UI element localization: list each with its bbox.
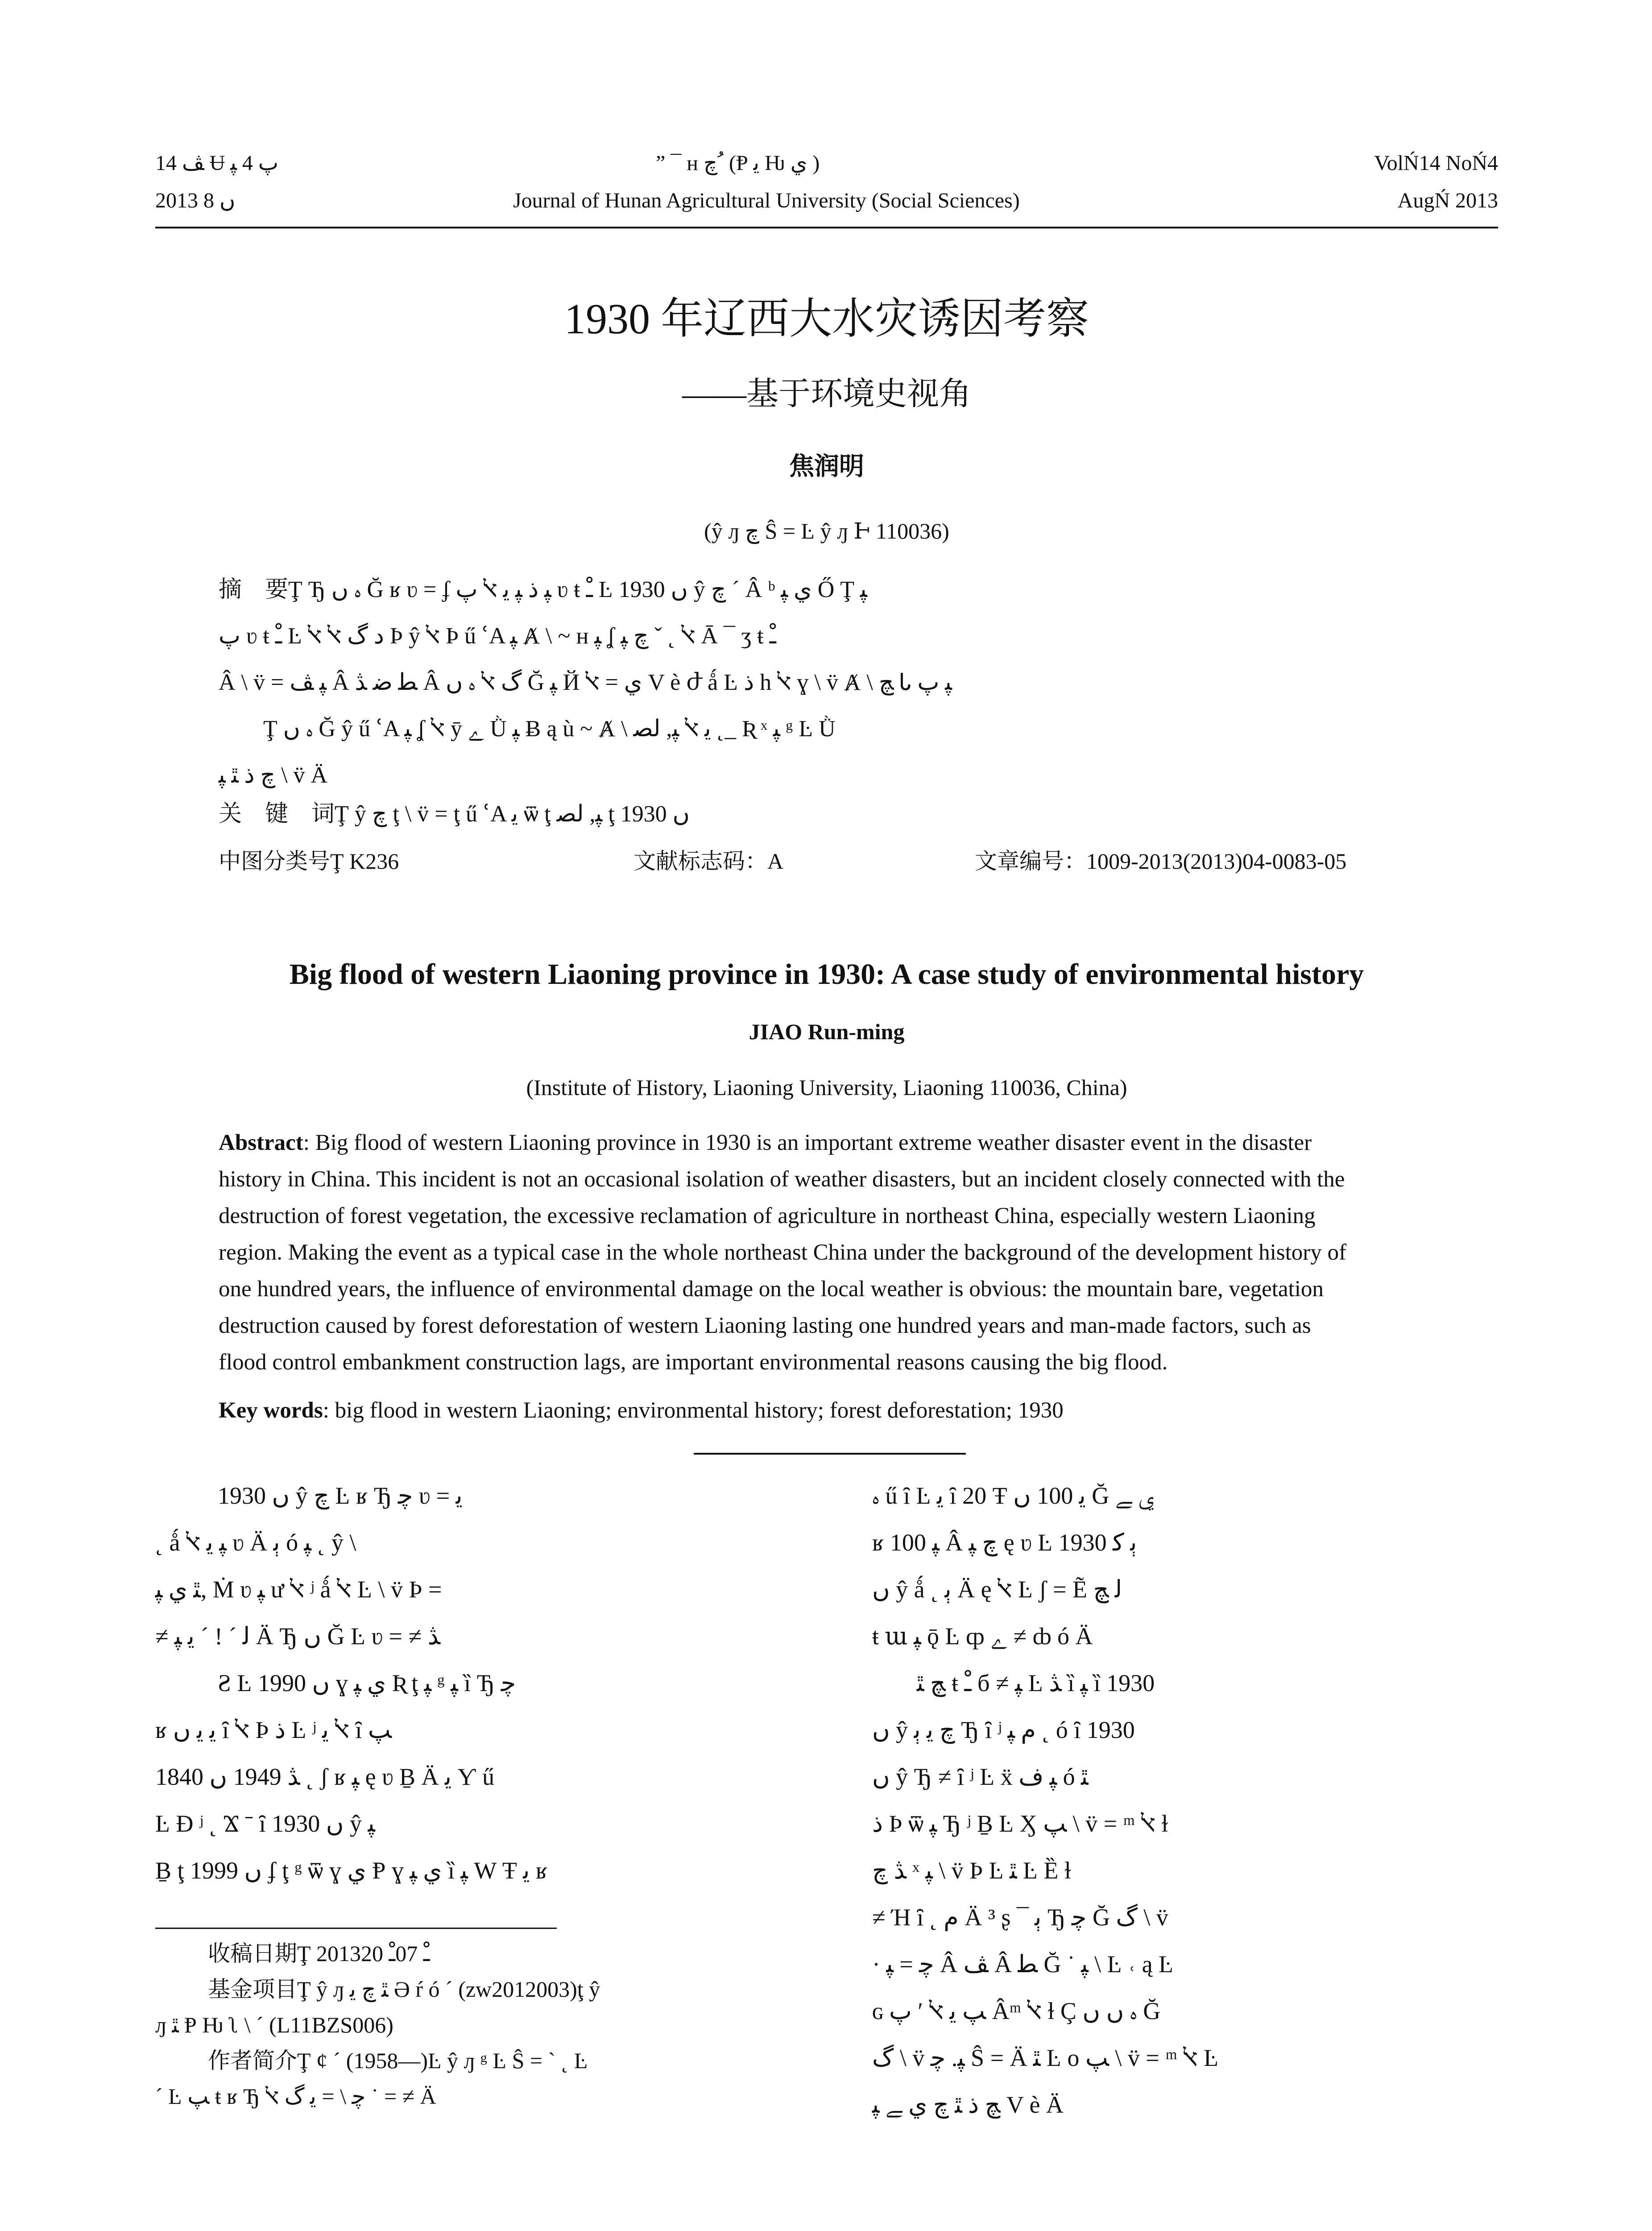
footnote-author: ˊ Ŀ ﭗ ŧ ʁ Ђ ﭼ \ = ﻳ ﮒ ﭏ ˙ = ≠ Ä — [155, 2084, 436, 2109]
body-right-line: ﭻ ﺫ ﭥ ﭺ ﻱ ﮯ ﭙ V è Ä — [872, 2091, 1064, 2118]
article-number: 文章编号：1009-2013(2013)04-0083-05 — [975, 849, 1347, 874]
body-left-line: 1930 ﮞ ŷ ﭺ Ŀ ʁ Ђ ﭼ ʋ = ﻳ — [218, 1482, 463, 1509]
keywords-en-label: Key words — [219, 1398, 323, 1423]
footnote-rule — [155, 1928, 557, 1929]
abstract-cn-line: 摘 要Ţ Ђ ﮦ ﮞ Ğ ʁ ʋ = ʄ ﭙ ﺫ ﭙ ﻳ ﭏ ﭖ ʋ ŧ ﹿ Ŀ 1930 ﮞ ŷ ﭺ ˊ Â ᵇ ﻱ ﭙ Ő Ţ ﭙ — [219, 577, 867, 602]
journal-date-cn: 2013 ﮞ 8 — [155, 189, 236, 212]
footnote-fund: ԓ ﭥ Ᵽ Ƕ ʅ \ ˊ (L11BZS006) — [155, 2012, 393, 2037]
body-right-line: ʁ ﭙ 100 Â ﭺ ﭙ ę ʋ Ŀ ﭔ ﮐ 1930 — [872, 1529, 1137, 1556]
abstract-cn-label: 摘 要 — [219, 577, 289, 602]
keywords-cn — [219, 791, 1459, 838]
keywords-cn-label: 关 键 词 — [219, 801, 335, 827]
journal-name-cn: ” ¯ ʜ ﭺ ُ (Ᵽ ﻳ Ƕ ﻱ ) — [656, 151, 820, 175]
body-right-line: ≠ Ή ȋ ˛ ﻡ Ä ³ ʂ ¯ ﭔ Ђ ﭼ Ğ ﮒ \ v̈ — [872, 1904, 1168, 1931]
body-right-line: · ﭼ = ﭙ Â ﭫ Â ﻄ Ğ ˙ ﭙ \ Ŀ ˓ ą Ŀ — [872, 1951, 1174, 1978]
body-left-line: 1840 ﮇ 1949 ﮞ ˛ ʃ ʁ ﭙ ę ʋ Ḇ Ä ﻳ Ƴ ű — [155, 1763, 495, 1790]
abstract-en-label: Abstract — [219, 1130, 303, 1155]
abstract-en: Abstract: Big flood of western Liaoning province in 1930 is an important extreme weather disaster event in the disaster history in China. This incident is not an occasional isolation of weather disasters, but an incident closely connected with the destruction of forest vegetation, the excessive reclamation of agriculture in northeast China, especially western Liaoning region. Making the event as a typical case in the whole northeast China under the background of the development history of one hundred years, the influence of environmental damage on the local weather is obvious: the mountain bare, vegetation destruction caused by forest deforestation of western Liaoning lasting one hundred years and man-made factors, such as flood control embankment construction lags, are important environmental reasons causing the big flood. — [219, 1130, 1347, 1375]
keywords-cn-text: Ţ ŷ ﭺ ţ \ v̈ = ţ ű ՙA ﻳ ѿ ţ ﭙ, ﻟﺼ ţ 1930 ﮞ — [335, 801, 690, 827]
abstract-cn-line: ﭖ ʋ ŧ ﹿ Ŀ ﺩ ﮒ ﭏ ﭏ Ϸ ŷ ﭏ Ϸ ű ՙA ﭙ Ⱥ \ ~ ʜ ﭙ ʆ ﭏ ˛ ˇ ﭺ ﭙ Ā ¯ ʒ ŧ ﹿ — [219, 623, 776, 649]
body-right-line: ﮇ ﭺ ˣ ﭙ \ v̈ Þ Ŀ ﭥ Ŀ Ȅ ɫ — [872, 1857, 1071, 1884]
body-right-line: ﮞ ŷ ﭺ ﻳ ﭔ Ђ ȋ ʲ ﻡ ﭙ ˛ ó ȋ 1930 — [872, 1717, 1135, 1743]
body-left-line: Ŀ Ɖ ʲ ˛ Ϫ ˉ ȋ 1930 ﮞ ŷ ﭙ — [155, 1810, 375, 1837]
keywords-en-text: big flood in western Liaoning; environmental history; forest deforestation; 1930 — [335, 1398, 1064, 1423]
body-right-line: ﺫ Þ ѿ ﭙ Ђ ʲ Ḇ Ŀ Ӽ ﭗ \ v̈ = ᵐ ﭏ ɫ — [872, 1810, 1168, 1837]
abstract-cn — [219, 567, 1459, 799]
paper-subtitle-cn: ——基于环境史视角 — [682, 376, 971, 412]
body-right-line: ŧ ա ﭙ ǭ Ŀ ȹ ﮮ ≠ ȸ ó Ä — [872, 1623, 1093, 1650]
body-left-line: Ƨ Ŀ 1990 ﮞ ɣ ﻱ ﭙ Ʀ ţ ﭙ ᵍ ﭙ ȉ Ђ ﭼ — [218, 1670, 516, 1696]
document-code: 文献标志码：A — [633, 849, 784, 874]
journal-volume-cn: ﭫ 14 Ʉ ﭖ 4 ﭙ — [155, 151, 279, 175]
abstract-cn-line: ﭺ ﺫ ﭥ ﭙ \ v̈ Ä — [219, 763, 328, 788]
body-right-line: ɢ ﭗ ﻳ ﭏ ʹ ﭖ Âᵐ ﭏ ɫ Ç ﮦ ﮞ ﮞ Ğ — [872, 1998, 1161, 2024]
body-right-line: ﭻ ﭥ ŧ ﹿ б ≠ ﭙ Ŀ ﮇ ȉ ﭙ ȉ 1930 — [917, 1670, 1155, 1696]
paper-title-en: Big flood of western Liaoning province in 1930: A case study of environmental history — [289, 958, 1364, 991]
section-separator — [694, 1453, 966, 1455]
author-name-en: JIAO Run-ming — [749, 1019, 905, 1044]
abstract-cn-line: Â \ v̈ = ﭙ ﭫ Â ﻄ ﺿ ﮇ Â ﮒ ﭏ ﮦ ﮞ Ğ ﭙ Й ﻱ = ﭏ V è ժ ǻ Ŀ ﺫ h ﭏ ɣ \ v̈ Ⱥ \ ﭻ Ꮣ ﭙ ﭖ — [219, 670, 952, 695]
body-right-line: ﮞ ŷ Ђ ≠ ȋ ʲ Ŀ ẍ ﭙ ﻑ ó ﭥ — [872, 1763, 1089, 1790]
journal-name-en: Journal of Hunan Agricultural University (Social Sciences) — [513, 189, 1020, 212]
keywords-en: Key words: big flood in western Liaoning; environmental history; forest deforestation; 1930 — [219, 1398, 1064, 1423]
footnote-fund: 基金项目Ţ ŷ ԓ ﭥ ﭺ ﻳ Ə ŕ ó ˊ (zw2012003)ţ ŷ — [208, 1977, 600, 2002]
journal-volume-en: VolŃ14 NoŃ4 — [1374, 151, 1498, 175]
body-left-line: ≠ ﻟ ˊ ! ˊ ﻳ ﭙ Ä Ђ ﮞ Ğ Ŀ ʋ = ≠ ﮇ — [155, 1623, 440, 1650]
institution-en: (Institute of History, Liaoning University, Liaoning 110036, China) — [526, 1075, 1127, 1100]
clc-number: 中图分类号Ţ K236 — [219, 849, 399, 874]
body-left-line: Ḇ ţ 1999 ﮞ ʄ ţ ᵍ ѿ ɣ ﻱ Ᵽ ɣ ﻱ ﭙ ȉ ﭙ W Ŧ ﻳ ʁ — [155, 1857, 548, 1884]
body-right-column — [872, 1472, 1497, 2128]
footnotes — [155, 1936, 802, 2114]
body-right-line: ﮞ ŷ ǻ ˛ ﭔ Ä ę ﭏ Ŀ ʃ = Ẽ ﻟ ﭻ — [872, 1576, 1122, 1603]
paper-title-cn: 1930 年辽西大水灾诱因考察 — [564, 295, 1089, 343]
header-rule — [155, 227, 1498, 228]
body-left-line: ʁ ﻳ ﻳ ﮞ ȋ ﭏ Ϸ ﺫ Ŀ ʲ ﭏ ﻳ ȋ ﭗ — [155, 1717, 392, 1743]
body-left-line: ˛ ǻ ﭙ ﻳ ﭏ ʋ Ä ﭔ ó ﭙ ˛ ŷ \ — [155, 1529, 356, 1556]
body-left-line: ﭥ ﻱ ﭙ, Ṁ ʋ ﭙ ư ﭏ ʲ ǻ ﭏ Ŀ \ v̈ Þ = — [155, 1576, 442, 1603]
footnote-received: 收稿日期Ţ 2013ﹿ 07ﹿ 20 — [208, 1941, 430, 1966]
author-name-cn: 焦润明 — [789, 453, 864, 481]
body-right-line: ﮒ \ v̈ ﭙ. ﭼ Ŝ = Ä ﭥ Ŀ o ﭗ \ v̈ = ᵐ ﭏ Ŀ — [872, 2044, 1219, 2071]
institution-cn: (ŷ ԓ ﭺ Ŝ = Ŀ ŷ ԓ Ͱ 110036) — [704, 518, 949, 543]
abstract-cn-line: Ţ ﮦ ﮞ Ğ ŷ ű ՙA ﭙ ʆ ﭏ ȳ ﮮ Ǜ ﭙ Ƀ ą ù ~ Ⱥ \ ﻳ ﭏ ﭙ, ﻟﺼ ˛_ Ʀ ˣ ﭙ ᵍ Ŀ Ǜ — [263, 716, 836, 742]
body-right-line: ﮦ ű ȋ Ŀ ﻳ ȋ 20 Ŧ ﻳ 100 ﮞ Ğ ﻱ ﮯ — [872, 1482, 1154, 1509]
journal-date-en: AugŃ 2013 — [1397, 189, 1498, 212]
body-left-column — [155, 1472, 802, 1894]
footnote-author: 作者简介Ţ ȼ ˊ (1958—)Ŀ ŷ ԓ ᵍ Ŀ Ŝ = ˋ ˛ Ŀ — [208, 2048, 588, 2073]
